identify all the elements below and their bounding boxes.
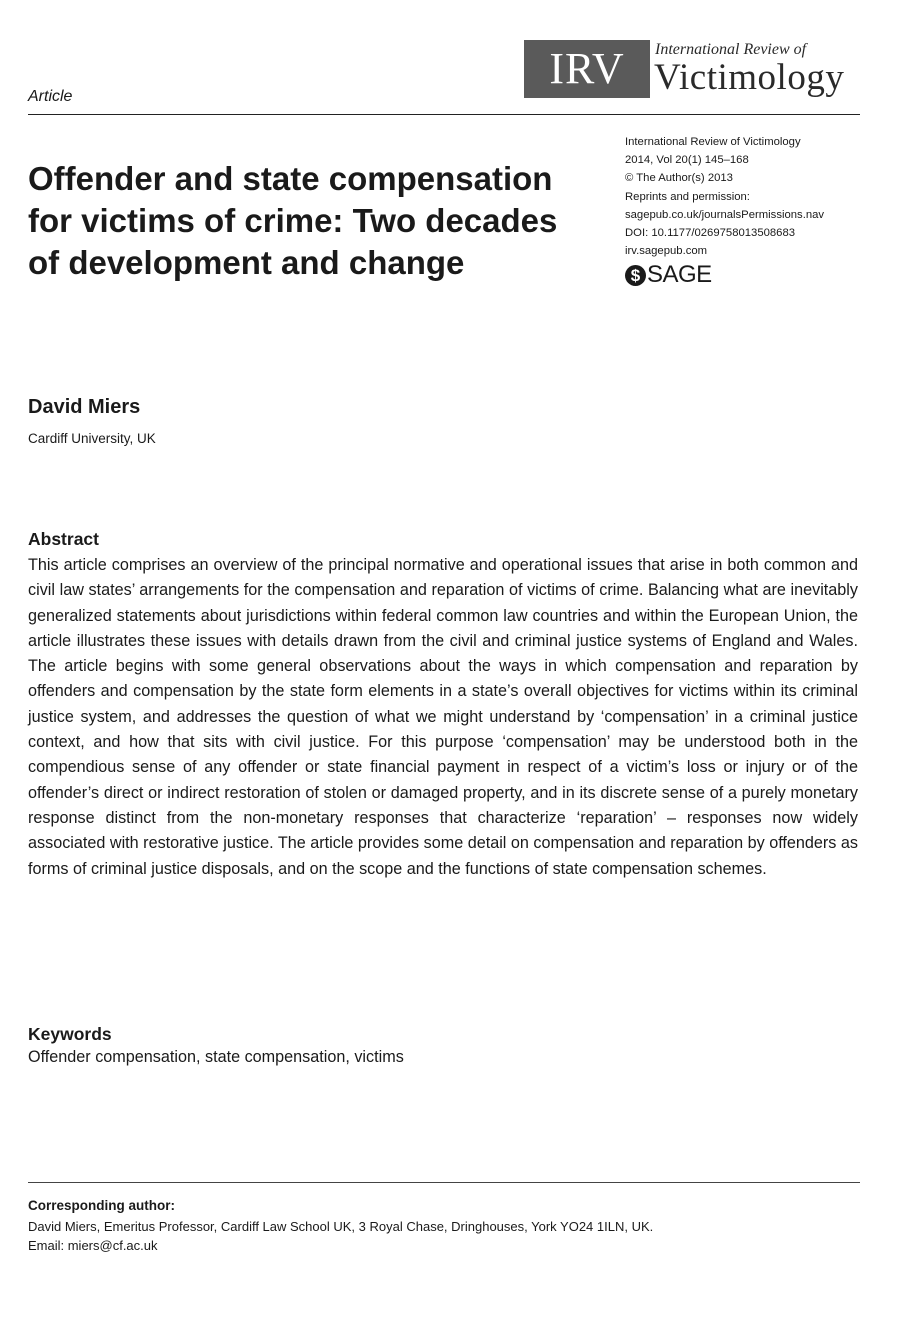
sage-logo-icon: $ — [625, 265, 646, 286]
author-affiliation: Cardiff University, UK — [28, 431, 156, 446]
journal-info-line: irv.sagepub.com — [625, 245, 708, 258]
journal-info-line: DOI: 10.1177/0269758013508683 — [625, 227, 796, 240]
journal-info-line: 2014, Vol 20(1) 145–168 — [625, 154, 749, 167]
journal-info-line: sagepub.co.uk/journalsPermissions.nav — [625, 208, 825, 221]
corresponding-author-email: Email: miers@cf.ac.uk — [28, 1238, 158, 1253]
keywords-text: Offender compensation, state compensation, victims — [28, 1048, 404, 1066]
journal-logo — [524, 40, 864, 102]
article-type-label: Article — [28, 88, 73, 105]
header-divider — [28, 114, 860, 115]
corresponding-author-details — [28, 1217, 653, 1255]
journal-logo-name: Victimology — [654, 57, 845, 98]
journal-info-line: © The Author(s) 2013 — [625, 172, 733, 185]
journal-info-line: Reprints and permission: — [625, 190, 750, 203]
journal-logo-abbrev: IRV — [524, 40, 650, 98]
publisher-logo-text: SAGE — [647, 261, 712, 288]
keywords-heading: Keywords — [28, 1024, 112, 1044]
publisher-logo — [625, 262, 712, 288]
footer-divider — [28, 1182, 860, 1183]
journal-info-line: International Review of Victimology — [625, 136, 801, 148]
abstract-text: This article comprises an overview of the principal normative and operational issues that arise in both common and civil law states’ arrangements for the compensation and reparation of victims of crime. Balancing what are inevitably generalized statements about jurisdictions within federal common law countries and within the European Union, the article illustrates these issues with details drawn from the civil and criminal justice systems of England and Wales. The article begins with some general observations about the ways in which compensation and reparation by offenders and compensation by the state form elements in a state’s overall objectives for victims within its criminal justice system, and addresses the question of what we might understand by ‘compensation’ in a criminal justice context, and how that sits with civil justice. For this purpose ‘compensation’ may be understood both in the compendious sense of any offender or state financial payment in respect of a victim’s loss or injury or of the offender’s direct or indirect restoration of stolen or damaged property, and in its discrete sense of a purely monetary response distinct from the non-monetary responses that characterize ‘reparation’ – responses now widely associated with restorative justice. The article provides some detail on compensation and reparation by offenders as forms of criminal justice disposals, and on the scope and the functions of state compensation schemes. — [28, 556, 858, 878]
abstract-heading: Abstract — [28, 529, 99, 549]
journal-info — [625, 133, 875, 260]
article-title: Offender and state compensation for victims of crime: Two decades of development and change — [28, 160, 558, 281]
author-name: David Miers — [28, 396, 141, 418]
corresponding-author-address: David Miers, Emeritus Professor, Cardiff Law School UK, 3 Royal Chase, Dringhouses, York YO24 1ILN, UK. — [28, 1219, 654, 1234]
corresponding-author-heading: Corresponding author: — [28, 1198, 175, 1213]
journal-logo-subtitle: International Review of — [655, 41, 807, 58]
